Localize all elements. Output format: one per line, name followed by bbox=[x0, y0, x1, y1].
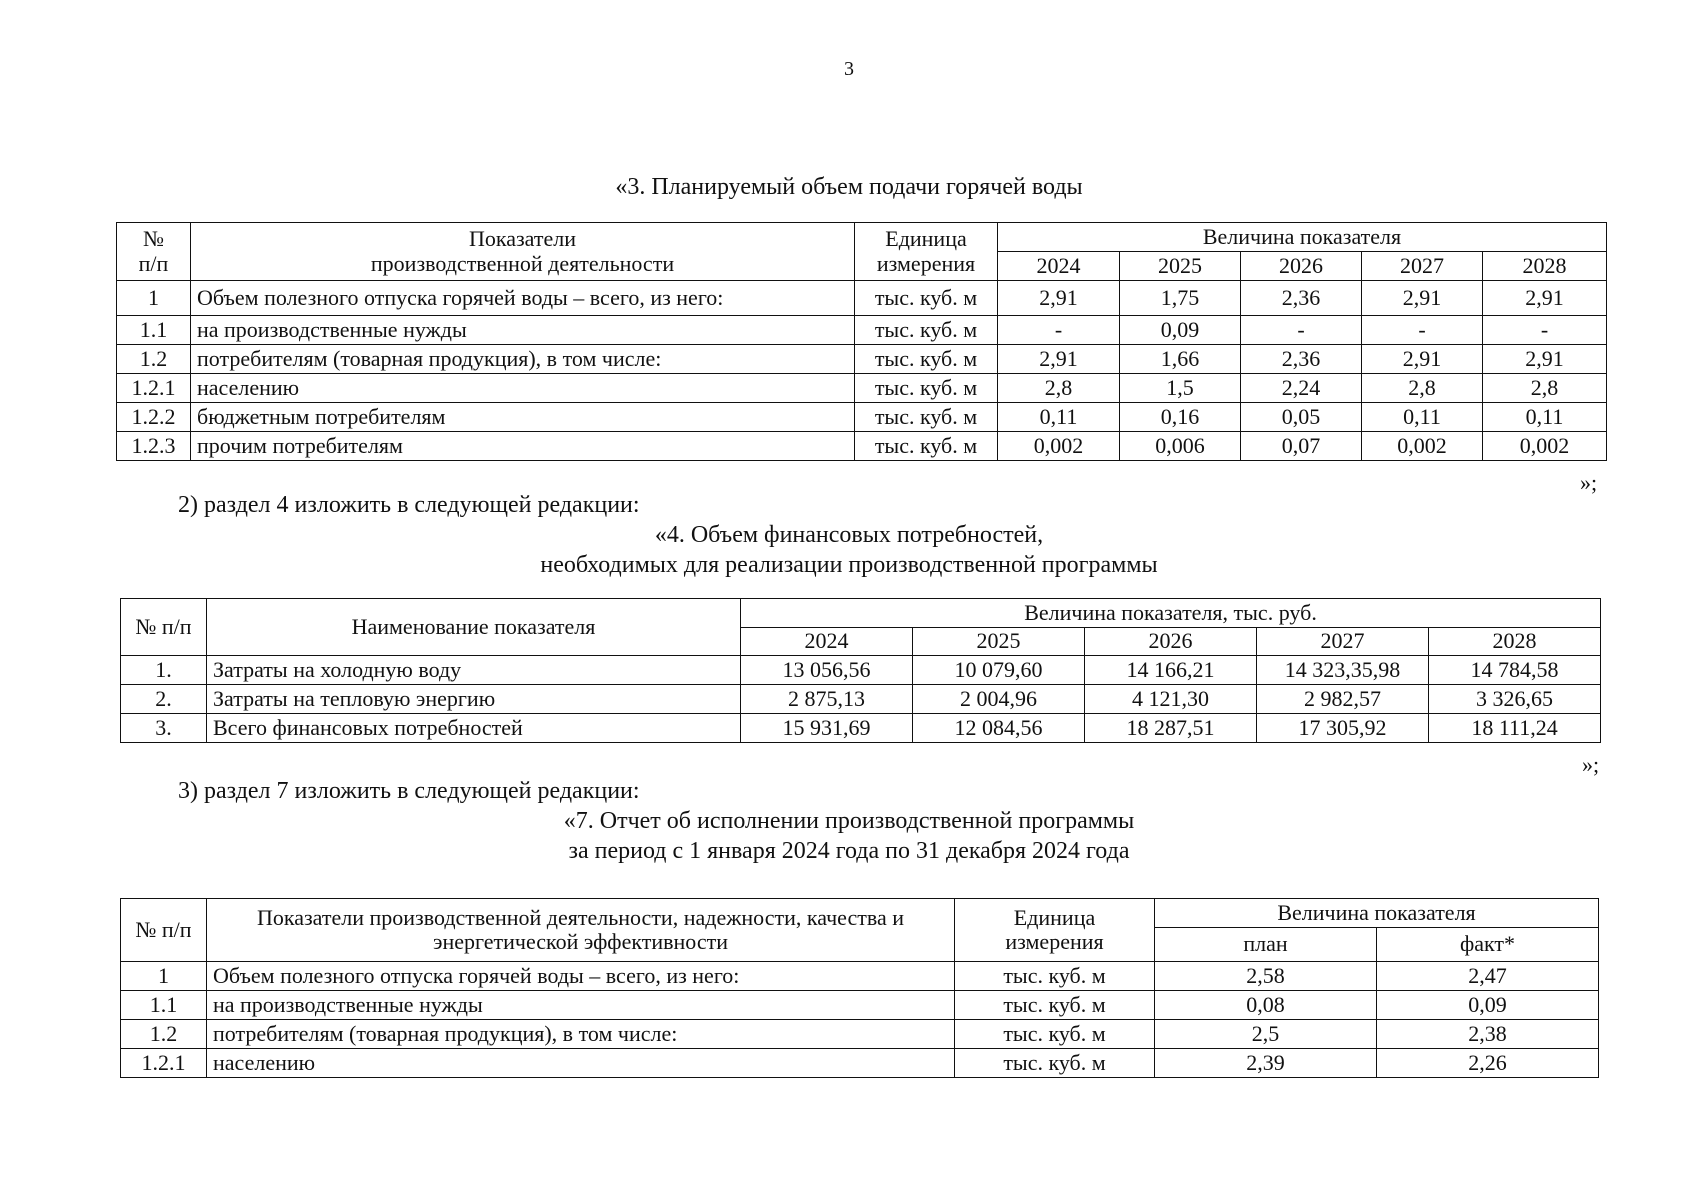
header-num: № п/п bbox=[121, 899, 207, 962]
row-num: 1.2.3 bbox=[117, 432, 191, 461]
table-row bbox=[121, 991, 1599, 1020]
header-year: 2025 bbox=[913, 628, 1085, 656]
row-value: 1,66 bbox=[1120, 345, 1241, 374]
row-name: Затраты на холодную воду bbox=[207, 656, 741, 685]
row-unit: тыс. куб. м bbox=[955, 991, 1155, 1020]
header-year: 2024 bbox=[741, 628, 913, 656]
row-unit: тыс. куб. м bbox=[855, 281, 998, 316]
row-value: 0,07 bbox=[1241, 432, 1362, 461]
section7-title-line2: за период с 1 января 2024 года по 31 декабря 2024 года bbox=[568, 838, 1130, 864]
page-number: 3 bbox=[844, 58, 854, 80]
header-year: 2025 bbox=[1120, 252, 1241, 281]
row-name: потребителям (товарная продукция), в том числе: bbox=[191, 345, 855, 374]
row-num: 1.2 bbox=[121, 1020, 207, 1049]
table-row bbox=[121, 685, 1601, 714]
row-fact: 2,38 bbox=[1377, 1020, 1599, 1049]
row-value: 2 004,96 bbox=[913, 685, 1085, 714]
hot-water-volume-table bbox=[116, 222, 1607, 461]
table-row bbox=[117, 316, 1607, 345]
header-year: 2026 bbox=[1085, 628, 1257, 656]
header-fact: факт* bbox=[1377, 928, 1599, 962]
header-num: № п/п bbox=[121, 599, 207, 656]
row-num: 3. bbox=[121, 714, 207, 743]
row-fact: 2,26 bbox=[1377, 1049, 1599, 1078]
row-value: 2,91 bbox=[1483, 345, 1607, 374]
row-name: Всего финансовых потребностей bbox=[207, 714, 741, 743]
row-value: 0,09 bbox=[1120, 316, 1241, 345]
row-name: Затраты на тепловую энергию bbox=[207, 685, 741, 714]
row-name: населению bbox=[191, 374, 855, 403]
row-value: 0,11 bbox=[998, 403, 1120, 432]
header-indicator: Показатели производственной деятельности, надежности, качества и энергетической эффективности bbox=[207, 899, 955, 962]
row-value: 0,16 bbox=[1120, 403, 1241, 432]
table-header-row bbox=[117, 223, 1607, 252]
table-row bbox=[117, 345, 1607, 374]
header-year: 2027 bbox=[1257, 628, 1429, 656]
row-value: - bbox=[1483, 316, 1607, 345]
section3-title: «3. Планируемый объем подачи горячей воды bbox=[615, 174, 1083, 200]
row-value: 2,91 bbox=[1483, 281, 1607, 316]
table-row bbox=[121, 656, 1601, 685]
row-value: 14 784,58 bbox=[1429, 656, 1601, 685]
row-value: 2,8 bbox=[1483, 374, 1607, 403]
row-value: 1,75 bbox=[1120, 281, 1241, 316]
row-plan: 2,39 bbox=[1155, 1049, 1377, 1078]
item2-intro: 2) раздел 4 изложить в следующей редакции: bbox=[178, 492, 640, 518]
row-fact: 2,47 bbox=[1377, 962, 1599, 991]
row-num: 1.2.2 bbox=[117, 403, 191, 432]
row-value: 2 982,57 bbox=[1257, 685, 1429, 714]
row-num: 2. bbox=[121, 685, 207, 714]
row-name: потребителям (товарная продукция), в том числе: bbox=[207, 1020, 955, 1049]
header-value: Величина показателя, тыс. руб. bbox=[741, 599, 1601, 628]
row-num: 1.2.1 bbox=[121, 1049, 207, 1078]
header-year: 2026 bbox=[1241, 252, 1362, 281]
header-name: Наименование показателя bbox=[207, 599, 741, 656]
item3-intro: 3) раздел 7 изложить в следующей редакции: bbox=[178, 778, 640, 804]
row-unit: тыс. куб. м bbox=[955, 1020, 1155, 1049]
section4-title-line1: «4. Объем финансовых потребностей, bbox=[654, 522, 1044, 548]
row-value: - bbox=[1241, 316, 1362, 345]
row-value: 0,05 bbox=[1241, 403, 1362, 432]
table-row bbox=[117, 374, 1607, 403]
row-value: 2 875,13 bbox=[741, 685, 913, 714]
header-value: Величина показателя bbox=[1155, 899, 1599, 928]
row-value: 0,11 bbox=[1362, 403, 1483, 432]
header-indicator: Показатели производственной деятельности bbox=[191, 223, 855, 281]
row-value: 0,11 bbox=[1483, 403, 1607, 432]
table-row bbox=[121, 1020, 1599, 1049]
row-value: 4 121,30 bbox=[1085, 685, 1257, 714]
row-num: 1. bbox=[121, 656, 207, 685]
row-value: 0,006 bbox=[1120, 432, 1241, 461]
row-value: 0,002 bbox=[1362, 432, 1483, 461]
row-value: 2,36 bbox=[1241, 281, 1362, 316]
row-value: 0,002 bbox=[998, 432, 1120, 461]
row-value: 2,91 bbox=[998, 345, 1120, 374]
row-value: 10 079,60 bbox=[913, 656, 1085, 685]
row-value: 2,24 bbox=[1241, 374, 1362, 403]
table-row bbox=[117, 281, 1607, 316]
row-num: 1 bbox=[121, 962, 207, 991]
table-row bbox=[121, 1049, 1599, 1078]
row-num: 1.1 bbox=[117, 316, 191, 345]
row-value: 3 326,65 bbox=[1429, 685, 1601, 714]
closing-quote: »; bbox=[1580, 470, 1598, 495]
row-unit: тыс. куб. м bbox=[955, 962, 1155, 991]
row-name: бюджетным потребителям bbox=[191, 403, 855, 432]
row-value: - bbox=[998, 316, 1120, 345]
row-value: 18 287,51 bbox=[1085, 714, 1257, 743]
row-fact: 0,09 bbox=[1377, 991, 1599, 1020]
row-name: Объем полезного отпуска горячей воды – всего, из него: bbox=[191, 281, 855, 316]
row-name: Объем полезного отпуска горячей воды – всего, из него: bbox=[207, 962, 955, 991]
row-value: - bbox=[1362, 316, 1483, 345]
header-value: Величина показателя bbox=[998, 223, 1607, 252]
header-year: 2028 bbox=[1429, 628, 1601, 656]
row-name: на производственные нужды bbox=[191, 316, 855, 345]
table-header-row bbox=[121, 599, 1601, 628]
row-plan: 0,08 bbox=[1155, 991, 1377, 1020]
row-value: 18 111,24 bbox=[1429, 714, 1601, 743]
row-value: 14 166,21 bbox=[1085, 656, 1257, 685]
row-unit: тыс. куб. м bbox=[955, 1049, 1155, 1078]
table-row bbox=[121, 962, 1599, 991]
row-value: 2,91 bbox=[998, 281, 1120, 316]
closing-quote: »; bbox=[1582, 752, 1600, 777]
row-plan: 2,5 bbox=[1155, 1020, 1377, 1049]
table-row bbox=[117, 403, 1607, 432]
row-value: 12 084,56 bbox=[913, 714, 1085, 743]
row-unit: тыс. куб. м bbox=[855, 345, 998, 374]
financial-needs-table bbox=[120, 598, 1601, 743]
row-name: на производственные нужды bbox=[207, 991, 955, 1020]
row-value: 2,8 bbox=[1362, 374, 1483, 403]
row-value: 15 931,69 bbox=[741, 714, 913, 743]
row-num: 1 bbox=[117, 281, 191, 316]
header-plan: план bbox=[1155, 928, 1377, 962]
header-year: 2027 bbox=[1362, 252, 1483, 281]
row-value: 17 305,92 bbox=[1257, 714, 1429, 743]
row-name: прочим потребителям bbox=[191, 432, 855, 461]
program-report-table bbox=[120, 898, 1599, 1078]
row-value: 13 056,56 bbox=[741, 656, 913, 685]
row-value: 2,36 bbox=[1241, 345, 1362, 374]
header-year: 2028 bbox=[1483, 252, 1607, 281]
row-unit: тыс. куб. м bbox=[855, 403, 998, 432]
table-row bbox=[121, 714, 1601, 743]
header-year: 2024 bbox=[998, 252, 1120, 281]
header-num: № п/п bbox=[117, 223, 191, 281]
section7-title-line1: «7. Отчет об исполнении производственной программы bbox=[563, 808, 1135, 834]
row-value: 1,5 bbox=[1120, 374, 1241, 403]
row-unit: тыс. куб. м bbox=[855, 316, 998, 345]
row-num: 1.2.1 bbox=[117, 374, 191, 403]
header-unit: Единица измерения bbox=[955, 899, 1155, 962]
table-row bbox=[117, 432, 1607, 461]
row-plan: 2,58 bbox=[1155, 962, 1377, 991]
row-name: населению bbox=[207, 1049, 955, 1078]
row-unit: тыс. куб. м bbox=[855, 374, 998, 403]
row-value: 14 323,35,98 bbox=[1257, 656, 1429, 685]
row-value: 0,002 bbox=[1483, 432, 1607, 461]
header-unit: Единица измерения bbox=[855, 223, 998, 281]
row-value: 2,91 bbox=[1362, 345, 1483, 374]
row-value: 2,8 bbox=[998, 374, 1120, 403]
section4-title-line2: необходимых для реализации производственной программы bbox=[540, 552, 1158, 578]
row-num: 1.2 bbox=[117, 345, 191, 374]
row-unit: тыс. куб. м bbox=[855, 432, 998, 461]
row-value: 2,91 bbox=[1362, 281, 1483, 316]
table-header-row bbox=[121, 899, 1599, 928]
row-num: 1.1 bbox=[121, 991, 207, 1020]
